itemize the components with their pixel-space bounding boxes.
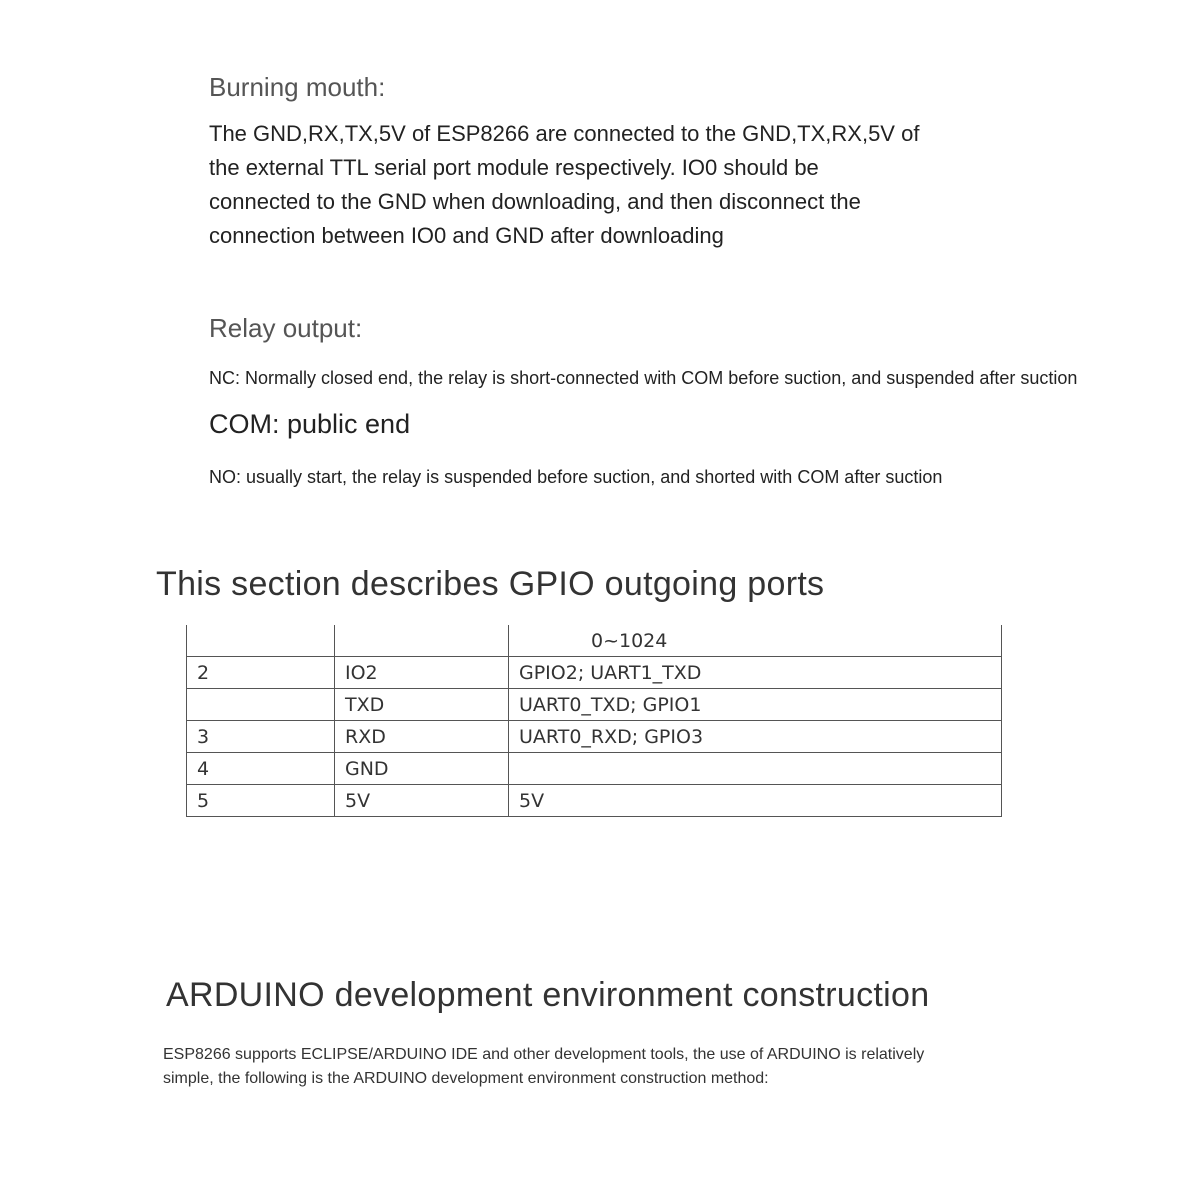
gpio-heading: This section describes GPIO outgoing ports xyxy=(156,565,825,603)
relay-heading: Relay output: xyxy=(209,313,363,343)
table-cell: 5 xyxy=(187,785,335,817)
table-cell xyxy=(509,753,1002,785)
arduino-paragraph xyxy=(163,1043,924,1091)
table-header-row xyxy=(187,625,1002,657)
table-cell: GND xyxy=(335,753,509,785)
relay-nc-text: NC: Normally closed end, the relay is short-connected with COM before suction, and suspended after suction xyxy=(209,368,1078,388)
table-row xyxy=(187,689,1002,721)
gpio-table xyxy=(186,625,1002,817)
relay-com-text: COM: public end xyxy=(209,409,411,439)
table-cell: UART0_TXD; GPIO1 xyxy=(509,689,1002,721)
table-cell xyxy=(187,625,335,657)
table-cell: GPIO2; UART1_TXD xyxy=(509,657,1002,689)
table-cell: 5V xyxy=(335,785,509,817)
burning-line: connected to the GND when downloading, and then disconnect the xyxy=(209,189,861,214)
table-cell xyxy=(335,625,509,657)
burning-line: connection between IO0 and GND after downloading xyxy=(209,223,724,248)
table-cell: TXD xyxy=(335,689,509,721)
arduino-line: simple, the following is the ARDUINO development environment construction method: xyxy=(163,1070,769,1087)
burning-heading: Burning mouth: xyxy=(209,72,386,102)
burning-paragraph xyxy=(209,117,919,253)
table-cell: UART0_RXD; GPIO3 xyxy=(509,721,1002,753)
table-cell: 3 xyxy=(187,721,335,753)
table-row xyxy=(187,657,1002,689)
table-cell: 4 xyxy=(187,753,335,785)
table-cell: RXD xyxy=(335,721,509,753)
table-cell: IO2 xyxy=(335,657,509,689)
burning-line: the external TTL serial port module respectively. IO0 should be xyxy=(209,155,819,180)
table-cell: 5V xyxy=(509,785,1002,817)
table-row xyxy=(187,753,1002,785)
table-cell xyxy=(187,689,335,721)
relay-no-text: NO: usually start, the relay is suspended before suction, and shorted with COM after suction xyxy=(209,467,943,487)
arduino-heading: ARDUINO development environment construction xyxy=(166,976,930,1014)
table-cell: 0~1024 xyxy=(509,625,1002,657)
table-row xyxy=(187,721,1002,753)
burning-line: The GND,RX,TX,5V of ESP8266 are connected to the GND,TX,RX,5V of xyxy=(209,121,920,146)
table-cell: 2 xyxy=(187,657,335,689)
arduino-line: ESP8266 supports ECLIPSE/ARDUINO IDE and other development tools, the use of ARDUINO is relatively xyxy=(163,1046,925,1063)
table-row xyxy=(187,785,1002,817)
